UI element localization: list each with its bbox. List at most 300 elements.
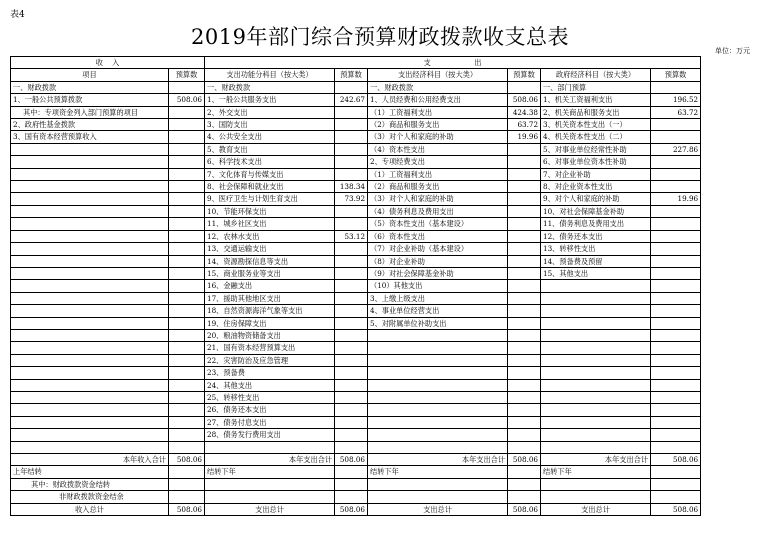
table-row [11, 267, 701, 279]
economic-item-cell: （7）对企业补助（基本建设） [368, 243, 508, 255]
expense-year-total-label: 本年支出合计 [368, 453, 508, 465]
function-item-cell: 11、城乡社区支出 [205, 218, 335, 230]
function-amount-cell [335, 131, 368, 143]
gov-economic-amount-cell [651, 230, 701, 242]
gov-economic-item-cell: 3、机关资本性支出（一） [541, 119, 651, 131]
income-amount-cell [169, 292, 205, 304]
grand-total-row [11, 503, 701, 515]
economic-amount-cell [508, 255, 541, 267]
economic-amount-cell [508, 416, 541, 428]
income-amount-cell [169, 230, 205, 242]
income-amount-cell [169, 119, 205, 131]
column-header: 预算数 [651, 69, 701, 81]
carry-out-label: 结转下年 [541, 466, 651, 478]
income-amount-cell [169, 156, 205, 168]
function-item-cell: 27、债务付息支出 [205, 416, 335, 428]
budget-summary-table [10, 56, 701, 516]
function-amount-cell [335, 292, 368, 304]
carry-row [11, 466, 701, 478]
table-row [11, 106, 701, 118]
income-item-cell [11, 267, 169, 279]
economic-amount-cell: 19.96 [508, 131, 541, 143]
function-amount-cell [335, 280, 368, 292]
table-row [11, 305, 701, 317]
function-item-cell: 1、一般公共服务支出 [205, 94, 335, 106]
economic-item-cell: （10）其他支出 [368, 280, 508, 292]
economic-amount-cell: 424.38 [508, 106, 541, 118]
gov-economic-item-cell: 13、转移性支出 [541, 243, 651, 255]
gov-economic-amount-cell [651, 317, 701, 329]
gov-economic-amount-cell [651, 429, 701, 441]
gov-economic-amount-cell [651, 81, 701, 93]
income-amount-cell [169, 280, 205, 292]
table-row [11, 181, 701, 193]
income-item-cell [11, 280, 169, 292]
gov-economic-amount-cell: 196.52 [651, 94, 701, 106]
economic-amount-cell [508, 305, 541, 317]
table-row [11, 404, 701, 416]
income-amount-cell [169, 205, 205, 217]
function-amount-cell [335, 416, 368, 428]
function-item-cell: 21、国有资本经营预算支出 [205, 342, 335, 354]
carry-in-label: 上年结转 [11, 466, 169, 478]
gov-economic-item-cell: 一、部门预算 [541, 81, 651, 93]
section-header-row [11, 57, 701, 69]
gov-economic-amount-cell: 227.86 [651, 143, 701, 155]
gov-economic-item-cell: 6、对事业单位资本性补助 [541, 156, 651, 168]
gov-economic-item-cell: 1、机关工资福利支出 [541, 94, 651, 106]
income-amount-cell: 508.06 [169, 94, 205, 106]
gov-economic-item-cell [541, 354, 651, 366]
gov-economic-item-cell [541, 317, 651, 329]
income-amount-cell [169, 305, 205, 317]
income-item-cell [11, 379, 169, 391]
economic-item-cell: （4）资本性支出 [368, 143, 508, 155]
page-title: 2019年部门综合预算财政拨款收支总表 [191, 25, 569, 49]
gov-economic-amount-cell [651, 292, 701, 304]
income-item-cell [11, 143, 169, 155]
economic-amount-cell [508, 292, 541, 304]
income-item-cell: 3、国有资本经营预算收入 [11, 131, 169, 143]
function-item-cell: 22、灾害防治及应急管理 [205, 354, 335, 366]
income-amount-cell [169, 143, 205, 155]
income-total-label: 收入总计 [11, 503, 169, 515]
income-section-header: 收 入 [11, 57, 205, 69]
empty-cell [335, 478, 368, 490]
income-item-cell [11, 429, 169, 441]
economic-item-cell [368, 391, 508, 403]
function-amount-cell [335, 267, 368, 279]
carry-in-sub-label: 非财政拨款资金结余 [11, 491, 169, 503]
economic-amount-cell [508, 404, 541, 416]
economic-amount-cell [508, 267, 541, 279]
function-item-cell: 28、债务发行费用支出 [205, 429, 335, 441]
gov-economic-amount-cell [651, 181, 701, 193]
table-row [11, 280, 701, 292]
income-amount-cell [169, 168, 205, 180]
economic-amount-cell [508, 218, 541, 230]
income-item-cell: 1、一般公共预算拨款 [11, 94, 169, 106]
gov-economic-item-cell [541, 305, 651, 317]
economic-amount-cell [508, 156, 541, 168]
carry-out-label: 结转下年 [205, 466, 335, 478]
expense-year-total-label: 本年支出合计 [205, 453, 335, 465]
gov-economic-item-cell: 4、机关资本性支出（二） [541, 131, 651, 143]
economic-item-cell: 2、专项经费支出 [368, 156, 508, 168]
expense-total-label: 支出总计 [541, 503, 651, 515]
economic-item-cell: 3、上缴上级支出 [368, 292, 508, 304]
gov-economic-item-cell: 2、机关商品和服务支出 [541, 106, 651, 118]
empty-cell [368, 491, 508, 503]
function-amount-cell [335, 441, 368, 453]
table-row [11, 81, 701, 93]
gov-economic-item-cell: 7、对企业补助 [541, 168, 651, 180]
function-item-cell: 18、自然资源海洋气象等支出 [205, 305, 335, 317]
gov-economic-item-cell [541, 404, 651, 416]
column-header: 政府经济科目（按大类） [541, 69, 651, 81]
expense-year-total-label: 本年支出合计 [541, 453, 651, 465]
income-item-cell [11, 156, 169, 168]
gov-economic-amount-cell [651, 379, 701, 391]
function-item-cell: 7、文化体育与传媒支出 [205, 168, 335, 180]
expense-total-value: 508.06 [335, 503, 368, 515]
income-amount-cell [169, 416, 205, 428]
table-row [11, 317, 701, 329]
economic-amount-cell [508, 168, 541, 180]
income-item-cell [11, 317, 169, 329]
function-amount-cell [335, 81, 368, 93]
function-amount-cell [335, 391, 368, 403]
economic-item-cell [368, 429, 508, 441]
empty-cell [205, 491, 335, 503]
table-row [11, 441, 701, 453]
expense-total-value: 508.06 [651, 503, 701, 515]
income-amount-cell [169, 367, 205, 379]
function-amount-cell [335, 168, 368, 180]
table-row [11, 243, 701, 255]
function-item-cell: 16、金融支出 [205, 280, 335, 292]
gov-economic-amount-cell [651, 255, 701, 267]
column-header: 支出功能分科目（按大类） [205, 69, 335, 81]
expense-total-label: 支出总计 [368, 503, 508, 515]
unit-label: 单位：万元 [715, 47, 750, 55]
table-row [11, 218, 701, 230]
gov-economic-amount-cell [651, 416, 701, 428]
economic-item-cell [368, 342, 508, 354]
economic-amount-cell: 508.06 [508, 94, 541, 106]
income-year-total-value: 508.06 [169, 453, 205, 465]
income-amount-cell [169, 243, 205, 255]
carry-out-label: 结转下年 [368, 466, 508, 478]
income-amount-cell [169, 329, 205, 341]
economic-amount-cell [508, 81, 541, 93]
empty-cell [651, 466, 701, 478]
empty-cell [169, 491, 205, 503]
gov-economic-amount-cell [651, 218, 701, 230]
income-item-cell [11, 255, 169, 267]
economic-item-cell [368, 416, 508, 428]
function-amount-cell: 73.92 [335, 193, 368, 205]
function-item-cell: 12、农林水支出 [205, 230, 335, 242]
gov-economic-item-cell: 5、对事业单位经常性补助 [541, 143, 651, 155]
function-amount-cell [335, 143, 368, 155]
table-row [11, 354, 701, 366]
economic-item-cell: （1）工资福利支出 [368, 106, 508, 118]
gov-economic-amount-cell [651, 404, 701, 416]
function-amount-cell [335, 379, 368, 391]
gov-economic-amount-cell [651, 280, 701, 292]
expense-total-label: 支出总计 [205, 503, 335, 515]
table-row [11, 156, 701, 168]
gov-economic-item-cell [541, 416, 651, 428]
expense-year-total-value: 508.06 [335, 453, 368, 465]
gov-economic-item-cell [541, 342, 651, 354]
function-amount-cell [335, 404, 368, 416]
economic-item-cell: （5）资本性支出（基本建设） [368, 218, 508, 230]
income-amount-cell [169, 267, 205, 279]
income-total-value: 508.06 [169, 503, 205, 515]
table-row [11, 143, 701, 155]
income-item-cell [11, 367, 169, 379]
empty-cell [651, 491, 701, 503]
income-item-cell [11, 181, 169, 193]
function-amount-cell [335, 205, 368, 217]
income-amount-cell [169, 391, 205, 403]
economic-amount-cell [508, 429, 541, 441]
function-item-cell: 13、交通运输支出 [205, 243, 335, 255]
gov-economic-amount-cell [651, 243, 701, 255]
table-row [11, 255, 701, 267]
gov-economic-amount-cell [651, 441, 701, 453]
gov-economic-amount-cell [651, 267, 701, 279]
economic-amount-cell [508, 317, 541, 329]
table-row [11, 131, 701, 143]
function-amount-cell [335, 119, 368, 131]
gov-economic-amount-cell [651, 119, 701, 131]
carry-sub-row [11, 491, 701, 503]
economic-item-cell: （8）对企业补助 [368, 255, 508, 267]
economic-item-cell: （2）商品和服务支出 [368, 119, 508, 131]
income-item-cell: 其中：专项资金列入部门预算的项目 [11, 106, 169, 118]
economic-item-cell: 4、事业单位经营支出 [368, 305, 508, 317]
economic-item-cell: （4）债务利息及费用支出 [368, 205, 508, 217]
function-amount-cell [335, 354, 368, 366]
income-amount-cell [169, 181, 205, 193]
gov-economic-item-cell [541, 367, 651, 379]
function-item-cell: 26、债务还本支出 [205, 404, 335, 416]
income-amount-cell [169, 193, 205, 205]
expense-section-header: 支 出 [205, 57, 701, 69]
table-row [11, 367, 701, 379]
gov-economic-item-cell: 9、对个人和家庭的补助 [541, 193, 651, 205]
gov-economic-item-cell: 14、预备费及预留 [541, 255, 651, 267]
table-row [11, 416, 701, 428]
gov-economic-amount-cell [651, 342, 701, 354]
income-item-cell: 一、财政拨款 [11, 81, 169, 93]
income-amount-cell [169, 441, 205, 453]
function-amount-cell: 53.12 [335, 230, 368, 242]
empty-cell [335, 491, 368, 503]
function-item-cell: 23、预备费 [205, 367, 335, 379]
income-item-cell [11, 230, 169, 242]
function-item-cell: 14、资源勘探信息等支出 [205, 255, 335, 267]
gov-economic-item-cell [541, 292, 651, 304]
table-row [11, 193, 701, 205]
economic-amount-cell [508, 367, 541, 379]
gov-economic-item-cell [541, 280, 651, 292]
function-item-cell: 19、住房保障支出 [205, 317, 335, 329]
economic-amount-cell [508, 379, 541, 391]
table-row [11, 119, 701, 131]
economic-amount-cell [508, 181, 541, 193]
economic-amount-cell [508, 342, 541, 354]
gov-economic-amount-cell [651, 131, 701, 143]
function-amount-cell: 138.34 [335, 181, 368, 193]
year-total-row [11, 453, 701, 465]
function-item-cell: 15、商业服务业等支出 [205, 267, 335, 279]
economic-amount-cell: 63.72 [508, 119, 541, 131]
empty-cell [541, 478, 651, 490]
income-item-cell [11, 193, 169, 205]
gov-economic-item-cell: 10、对社会保障基金补助 [541, 205, 651, 217]
income-amount-cell [169, 342, 205, 354]
table-row [11, 94, 701, 106]
expense-year-total-value: 508.06 [508, 453, 541, 465]
function-amount-cell: 242.67 [335, 94, 368, 106]
gov-economic-amount-cell [651, 354, 701, 366]
function-item-cell: 6、科学技术支出 [205, 156, 335, 168]
income-item-cell [11, 441, 169, 453]
table-row [11, 292, 701, 304]
function-item-cell: 5、教育支出 [205, 143, 335, 155]
gov-economic-item-cell [541, 329, 651, 341]
income-amount-cell [169, 317, 205, 329]
function-amount-cell [335, 342, 368, 354]
column-header: 项目 [11, 69, 169, 81]
gov-economic-item-cell [541, 441, 651, 453]
economic-amount-cell [508, 391, 541, 403]
gov-economic-item-cell [541, 391, 651, 403]
income-year-total-label: 本年收入合计 [11, 453, 169, 465]
table-row [11, 342, 701, 354]
function-item-cell: 17、援助其他地区支出 [205, 292, 335, 304]
income-amount-cell [169, 354, 205, 366]
gov-economic-item-cell [541, 379, 651, 391]
economic-item-cell: （2）商品和服务支出 [368, 181, 508, 193]
income-item-cell [11, 354, 169, 366]
empty-cell [508, 478, 541, 490]
table-number-label: 表4 [10, 10, 25, 20]
gov-economic-item-cell [541, 429, 651, 441]
empty-cell [508, 466, 541, 478]
empty-cell [205, 478, 335, 490]
economic-amount-cell [508, 143, 541, 155]
gov-economic-amount-cell [651, 205, 701, 217]
table-row [11, 205, 701, 217]
empty-cell [508, 491, 541, 503]
function-item-cell: 24、其他支出 [205, 379, 335, 391]
economic-amount-cell [508, 193, 541, 205]
economic-item-cell [368, 367, 508, 379]
function-amount-cell [335, 218, 368, 230]
column-header-row [11, 69, 701, 81]
function-amount-cell [335, 329, 368, 341]
gov-economic-item-cell: 8、对企业资本性支出 [541, 181, 651, 193]
empty-cell [169, 478, 205, 490]
economic-item-cell [368, 404, 508, 416]
gov-economic-amount-cell [651, 156, 701, 168]
function-amount-cell [335, 317, 368, 329]
income-item-cell [11, 329, 169, 341]
income-item-cell [11, 416, 169, 428]
income-amount-cell [169, 106, 205, 118]
economic-amount-cell [508, 230, 541, 242]
function-item-cell: 20、粮油物资储备支出 [205, 329, 335, 341]
income-item-cell [11, 292, 169, 304]
gov-economic-amount-cell: 19.96 [651, 193, 701, 205]
gov-economic-item-cell: 15、其他支出 [541, 267, 651, 279]
function-item-cell: 25、转移性支出 [205, 391, 335, 403]
carry-in-sub-label: 其中：财政拨款资金结转 [11, 478, 169, 490]
empty-cell [368, 478, 508, 490]
function-amount-cell [335, 429, 368, 441]
table-row [11, 429, 701, 441]
function-item-cell [205, 441, 335, 453]
gov-economic-item-cell: 11、债务利息及费用支出 [541, 218, 651, 230]
income-amount-cell [169, 218, 205, 230]
economic-amount-cell [508, 329, 541, 341]
economic-item-cell: （3）对个人和家庭的补助 [368, 193, 508, 205]
gov-economic-amount-cell [651, 391, 701, 403]
income-item-cell [11, 404, 169, 416]
empty-cell [335, 466, 368, 478]
economic-amount-cell [508, 441, 541, 453]
function-amount-cell [335, 255, 368, 267]
economic-item-cell: （9）对社会保障基金补助 [368, 267, 508, 279]
function-item-cell: 4、公共安全支出 [205, 131, 335, 143]
function-item-cell: 10、节能环保支出 [205, 205, 335, 217]
empty-cell [651, 478, 701, 490]
function-item-cell: 一、财政拨款 [205, 81, 335, 93]
economic-item-cell: （6）资本性支出 [368, 230, 508, 242]
gov-economic-amount-cell [651, 367, 701, 379]
gov-economic-amount-cell: 63.72 [651, 106, 701, 118]
gov-economic-amount-cell [651, 168, 701, 180]
column-header: 预算数 [508, 69, 541, 81]
table-row [11, 168, 701, 180]
income-item-cell [11, 391, 169, 403]
function-item-cell: 3、国防支出 [205, 119, 335, 131]
table-row [11, 329, 701, 341]
income-item-cell [11, 168, 169, 180]
function-amount-cell [335, 367, 368, 379]
function-amount-cell [335, 243, 368, 255]
column-header: 预算数 [169, 69, 205, 81]
function-item-cell: 8、社会保障和就业支出 [205, 181, 335, 193]
expense-year-total-value: 508.06 [651, 453, 701, 465]
function-amount-cell [335, 305, 368, 317]
function-item-cell: 9、医疗卫生与计划生育支出 [205, 193, 335, 205]
table-row [11, 230, 701, 242]
economic-amount-cell [508, 205, 541, 217]
function-amount-cell [335, 106, 368, 118]
income-amount-cell [169, 81, 205, 93]
empty-cell [541, 491, 651, 503]
income-amount-cell [169, 131, 205, 143]
empty-cell [169, 466, 205, 478]
function-amount-cell [335, 156, 368, 168]
economic-item-cell [368, 354, 508, 366]
